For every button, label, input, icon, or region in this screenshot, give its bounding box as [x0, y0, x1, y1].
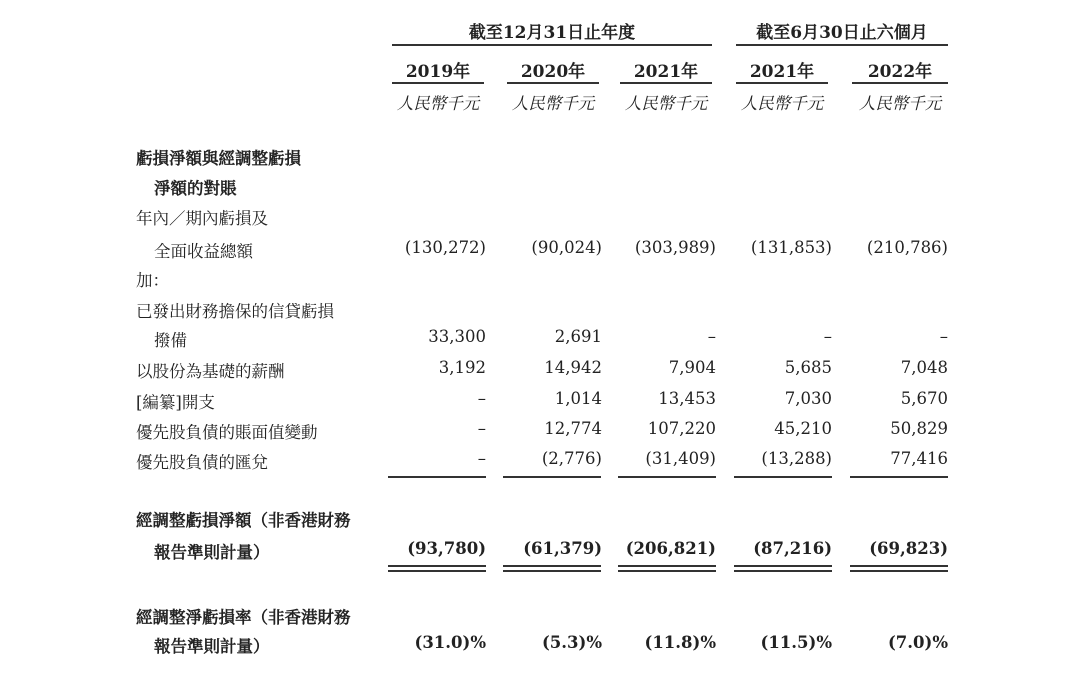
row-label-listing-expense: [編纂]開支 [136, 393, 215, 412]
cell-pref-fx-2019: – [477, 449, 486, 468]
cell-share-based-2021: 7,904 [668, 358, 716, 377]
year-rule [620, 82, 712, 84]
row-label-share-based: 以股份為基礎的薪酬 [136, 362, 285, 381]
section-title: 虧損淨額與經調整虧損 [136, 149, 301, 168]
cell-pref-fv-change-2019: – [477, 419, 486, 438]
cell-adj-net-loss-2019: (93,780) [407, 539, 486, 558]
header-year-2021: 2021年 [633, 62, 699, 82]
subtotal-rule [734, 476, 832, 478]
cell-credit-loss-2021: – [707, 327, 716, 346]
cell-pref-fv-change-2021: 107,220 [647, 419, 716, 438]
total-double-rule [618, 570, 716, 572]
currency-unit: 人民幣千元 [624, 94, 708, 113]
currency-unit: 人民幣千元 [858, 94, 942, 113]
cell-pref-fx-2020: (2,776) [541, 449, 602, 468]
row-label-credit-loss: 已發出財務擔保的信貸虧損 [136, 302, 334, 321]
currency-unit: 人民幣千元 [740, 94, 824, 113]
header-group-interim: 截至6月30日止六個月 [756, 23, 928, 43]
cell-listing-expense-2021: 13,453 [658, 389, 716, 408]
cell-listing-expense-2019: – [477, 389, 486, 408]
cell-loss-total-2021: (303,989) [634, 238, 716, 257]
year-rule [392, 82, 484, 84]
cell-pref-fv-change-2022-h1: 50,829 [890, 419, 948, 438]
header-group-annual: 截至12月31日止年度 [468, 23, 636, 43]
total-double-rule [850, 565, 948, 567]
row-label-adj-net-loss-cont: 報告準則計量） [154, 543, 270, 562]
cell-pref-fx-2022-h1: 77,416 [890, 449, 948, 468]
subtotal-rule [618, 476, 716, 478]
cell-listing-expense-2020: 1,014 [554, 389, 602, 408]
cell-adj-loss-rate-2020: (5.3)% [542, 633, 602, 652]
cell-listing-expense-2022-h1: 5,670 [900, 389, 948, 408]
cell-credit-loss-2020: 2,691 [554, 327, 602, 346]
header-year-2021-h1: 2021年 [749, 62, 815, 82]
year-rule [507, 82, 599, 84]
row-label-adj-loss-rate: 經調整淨虧損率（非香港財務 [136, 608, 351, 627]
cell-share-based-2022-h1: 7,048 [900, 358, 948, 377]
row-label-pref-fx: 優先股負債的匯兌 [136, 453, 268, 472]
total-double-rule [503, 565, 601, 567]
year-rule [736, 82, 828, 84]
cell-adj-net-loss-2020: (61,379) [523, 539, 602, 558]
total-double-rule [734, 565, 832, 567]
cell-credit-loss-2022-h1: – [939, 327, 948, 346]
total-double-rule [618, 565, 716, 567]
row-label-loss-total: 年內／期內虧損及 [136, 209, 268, 228]
subtotal-rule [850, 476, 948, 478]
currency-unit: 人民幣千元 [511, 94, 595, 113]
total-double-rule [850, 570, 948, 572]
cell-pref-fv-change-2020: 12,774 [544, 419, 602, 438]
cell-adj-loss-rate-2021: (11.8)% [644, 633, 716, 652]
year-rule [852, 82, 948, 84]
cell-credit-loss-2019: 33,300 [428, 327, 486, 346]
section-title-cont: 淨額的對賬 [154, 179, 237, 198]
cell-share-based-2020: 14,942 [544, 358, 602, 377]
cell-adj-loss-rate-2019: (31.0)% [414, 633, 486, 652]
row-label-credit-loss-cont: 撥備 [154, 331, 187, 350]
header-year-2020: 2020年 [520, 62, 586, 82]
subtotal-rule [388, 476, 486, 478]
cell-loss-total-2019: (130,272) [404, 238, 486, 257]
cell-adj-net-loss-2022-h1: (69,823) [869, 539, 948, 558]
header-group-annual-rule [392, 44, 712, 46]
currency-unit: 人民幣千元 [396, 94, 480, 113]
cell-adj-loss-rate-2021-h1: (11.5)% [760, 633, 832, 652]
total-double-rule [503, 570, 601, 572]
cell-loss-total-2021-h1: (131,853) [750, 238, 832, 257]
row-label-loss-total-cont: 全面收益總額 [154, 242, 253, 261]
cell-pref-fv-change-2021-h1: 45,210 [774, 419, 832, 438]
cell-adj-loss-rate-2022-h1: (7.0)% [888, 633, 948, 652]
cell-pref-fx-2021: (31,409) [645, 449, 716, 468]
row-label-add: 加： [136, 271, 169, 290]
subtotal-rule [503, 476, 601, 478]
header-year-2019: 2019年 [405, 62, 471, 82]
total-double-rule [388, 565, 486, 567]
cell-credit-loss-2021-h1: – [823, 327, 832, 346]
header-year-2022-h1: 2022年 [867, 62, 933, 82]
cell-adj-net-loss-2021-h1: (87,216) [753, 539, 832, 558]
cell-pref-fx-2021-h1: (13,288) [761, 449, 832, 468]
cell-share-based-2019: 3,192 [438, 358, 486, 377]
cell-adj-net-loss-2021: (206,821) [625, 539, 716, 558]
row-label-pref-fv-change: 優先股負債的賬面值變動 [136, 423, 318, 442]
cell-loss-total-2022-h1: (210,786) [866, 238, 948, 257]
header-group-interim-rule [736, 44, 948, 46]
cell-share-based-2021-h1: 5,685 [784, 358, 832, 377]
total-double-rule [734, 570, 832, 572]
row-label-adj-net-loss: 經調整虧損淨額（非香港財務 [136, 511, 351, 530]
cell-listing-expense-2021-h1: 7,030 [784, 389, 832, 408]
cell-loss-total-2020: (90,024) [531, 238, 602, 257]
total-double-rule [388, 570, 486, 572]
row-label-adj-loss-rate-cont: 報告準則計量） [154, 637, 270, 656]
